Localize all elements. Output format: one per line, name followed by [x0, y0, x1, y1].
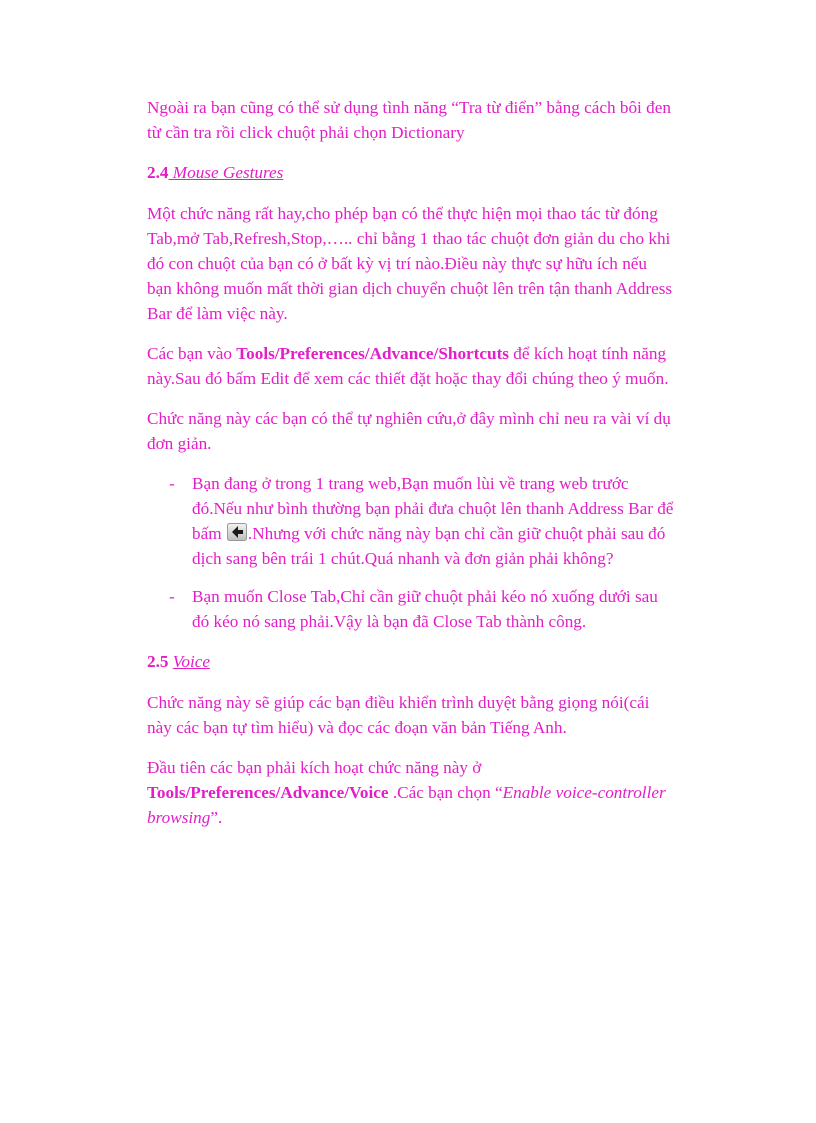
- text-run: Bạn đang ở trong 1 trang web,Bạn muốn lùi về trang web trước đó.Nếu như bình thường bạn phải đưa chuột lên thanh Address Bar để bấm: [192, 474, 674, 543]
- document-page: [147, 95, 675, 845]
- dash-bullet: -: [169, 474, 175, 493]
- section-number: 2.5: [147, 652, 169, 671]
- list-item: [147, 584, 675, 634]
- voice-paragraph-1: Chức năng này sẽ giúp các bạn điều khiển trình duyệt bằng giọng nói(cái này các bạn tự tìm hiểu) và đọc các đoạn văn bản Tiếng Anh.: [147, 693, 650, 737]
- mouse-gestures-paragraph-1: Một chức năng rất hay,cho phép bạn có thể thực hiện mọi thao tác từ đóng Tab,mở Tab,Refresh,Stop,….. chỉ bằng 1 thao tác chuột đơn giản du cho khi đó con chuột của bạn có ở bất kỳ vị trí nào.Điều này thực sự hữu ích nếu bạn không muốn mất thời gian dịch chuyển chuột lên trên tận thanh Address Bar để làm việc này.: [147, 204, 673, 323]
- voice-paragraph-2: [147, 755, 675, 830]
- option-name: Enable voice-controller browsing: [147, 783, 666, 827]
- text-run: .Nhưng với chức năng này bạn chỉ cần giữ chuột phải sau đó dịch sang bên trái 1 chút.Quá nhanh và đơn giản phải không?: [192, 524, 666, 568]
- settings-path: Tools/Preferences/Advance/Voice: [147, 783, 389, 802]
- text-run: .Các bạn chọn “: [388, 783, 503, 802]
- text-run: Đầu tiên các bạn phải kích hoạt chức năng này ở: [147, 758, 482, 777]
- text-run: Bạn muốn Close Tab,Chỉ cần giữ chuột phải kéo nó xuống dưới sau đó kéo nó sang phải.Vậy là bạn đã Close Tab thành công.: [192, 587, 658, 631]
- text-run: Các bạn vào: [147, 344, 237, 363]
- mouse-gestures-paragraph-3: Chức năng này các bạn có thể tự nghiên cứu,ở đây mình chỉ neu ra vài ví dụ đơn giản.: [147, 409, 671, 453]
- gesture-examples-list: [147, 471, 675, 634]
- section-title: Mouse Gestures: [168, 163, 284, 182]
- text-run: ”.: [210, 808, 223, 827]
- section-heading-2-5: [147, 649, 675, 674]
- list-item: [147, 471, 675, 571]
- section-heading-2-4: [147, 160, 675, 185]
- back-arrow-icon: [227, 523, 247, 541]
- intro-paragraph: Ngoài ra bạn cũng có thể sử dụng tình năng “Tra từ điển” bằng cách bôi đen từ cần tra rồi click chuột phải chọn Dictionary: [147, 98, 671, 142]
- settings-path: Tools/Preferences/Advance/Shortcuts: [236, 344, 509, 363]
- text-run: để kích hoạt tính năng này.Sau đó bấm Edit để xem các thiết đặt hoặc thay đổi chúng theo ý muốn.: [147, 344, 669, 388]
- section-title: Voice: [172, 652, 210, 671]
- dash-bullet: -: [169, 587, 175, 606]
- section-number: 2.4: [147, 163, 169, 182]
- mouse-gestures-paragraph-2: [147, 341, 675, 391]
